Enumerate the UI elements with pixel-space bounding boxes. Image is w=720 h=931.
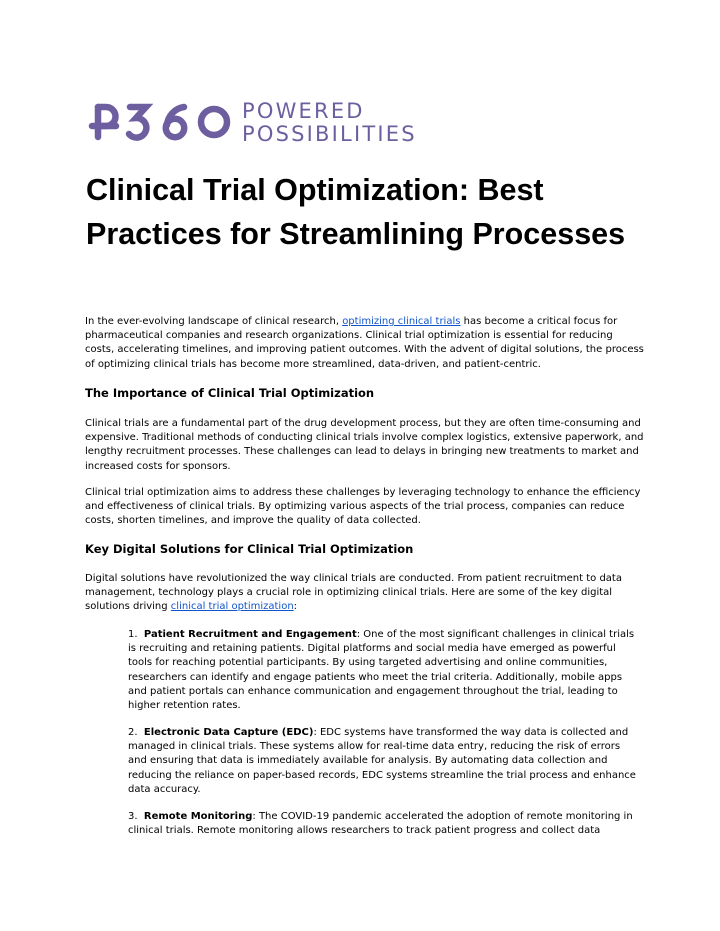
section-heading-importance: The Importance of Clinical Trial Optimization [85, 386, 375, 400]
list-item-text: : EDC systems have transformed the way data is collected and managed in clinical trials. These systems allow for real-time data entry, reducing the risk of errors and ensuring that data is immediately available for analysis. By automating data collection and reducing the reliance on paper-based records, EDC systems streamline the trial process and enhance data accuracy. [128, 727, 636, 795]
importance-paragraph-2: Clinical trial optimization aims to address these challenges by leveraging technology to enhance the efficiency and effectiveness of clinical trials. By optimizing various aspects of the trial process, companies can reduce costs, shorten timelines, and improve the quality of data collected. [85, 487, 641, 527]
logo-tagline [242, 100, 417, 146]
logo-tagline-line2: POSSIBILITIES [242, 122, 417, 146]
clinical-trial-optimization-link[interactable]: clinical trial optimization [170, 601, 294, 613]
page-title-line1: Clinical Trial Optimization: Best [86, 173, 544, 207]
list-item [128, 810, 638, 838]
page-title [86, 168, 666, 256]
p360-logo-mark [88, 95, 238, 145]
list-item-number: 3. [128, 811, 138, 822]
list-item-number: 2. [128, 727, 138, 738]
list-item-number: 1. [128, 629, 138, 640]
intro-text-after-link: has become a critical focus for pharmaceutical companies and research organizations. Clinical trial optimization is essential for reducing costs, accelerating timelines, and improving patient outcomes. With the advent of digital solutions, the process of optimizing clinical trials has become more streamlined, data-driven, and patient-centric. [85, 316, 644, 370]
logo-tagline-line1: POWERED [242, 99, 365, 123]
list-item-title: Remote Monitoring [143, 811, 253, 822]
importance-paragraph-1: Clinical trials are a fundamental part of the drug development process, but they are often time-consuming and expensive. Traditional methods of conducting clinical trials involve complex logistics, extensive paperwork, and lengthy recruitment processes. These challenges can lead to delays in bringing new treatments to market and increased costs for sponsors. [85, 418, 644, 472]
digital-intro-text: Digital solutions have revolutionized the way clinical trials are conducted. From patient recruitment to data management, technology plays a crucial role in optimizing clinical trials. Here are some of the key digital solutions driving [85, 573, 622, 613]
list-item-text: : One of the most significant challenges in clinical trials is recruiting and retaining patients. Digital platforms and social media have emerged as powerful tools for reaching potential participants. By using targeted advertising and online communities, researchers can identify and engage patients who meet the trial criteria. Additionally, mobile apps and patient portals can enhance communication and engagement throughout the trial, leading to higher retention rates. [128, 629, 635, 712]
list-item [128, 628, 638, 713]
list-item [128, 726, 638, 797]
digital-intro-colon: : [293, 601, 298, 613]
brand-logo [88, 95, 417, 155]
section-heading-digital-solutions: Key Digital Solutions for Clinical Trial Optimization [85, 542, 414, 556]
list-item-title: Patient Recruitment and Engagement [143, 629, 357, 640]
list-item-text: : The COVID-19 pandemic accelerated the adoption of remote monitoring in clinical trials. Remote monitoring allows researchers to track patient progress and collect data [128, 811, 633, 837]
optimizing-clinical-trials-link[interactable]: optimizing clinical trials [342, 316, 461, 327]
page-title-line2: Practices for Streamlining Processes [86, 217, 626, 251]
intro-text-before-link: In the ever-evolving landscape of clinical research, [85, 316, 343, 327]
intro-paragraph [85, 315, 645, 372]
list-item-title: Electronic Data Capture (EDC) [143, 727, 314, 738]
digital-solutions-intro [85, 572, 645, 615]
